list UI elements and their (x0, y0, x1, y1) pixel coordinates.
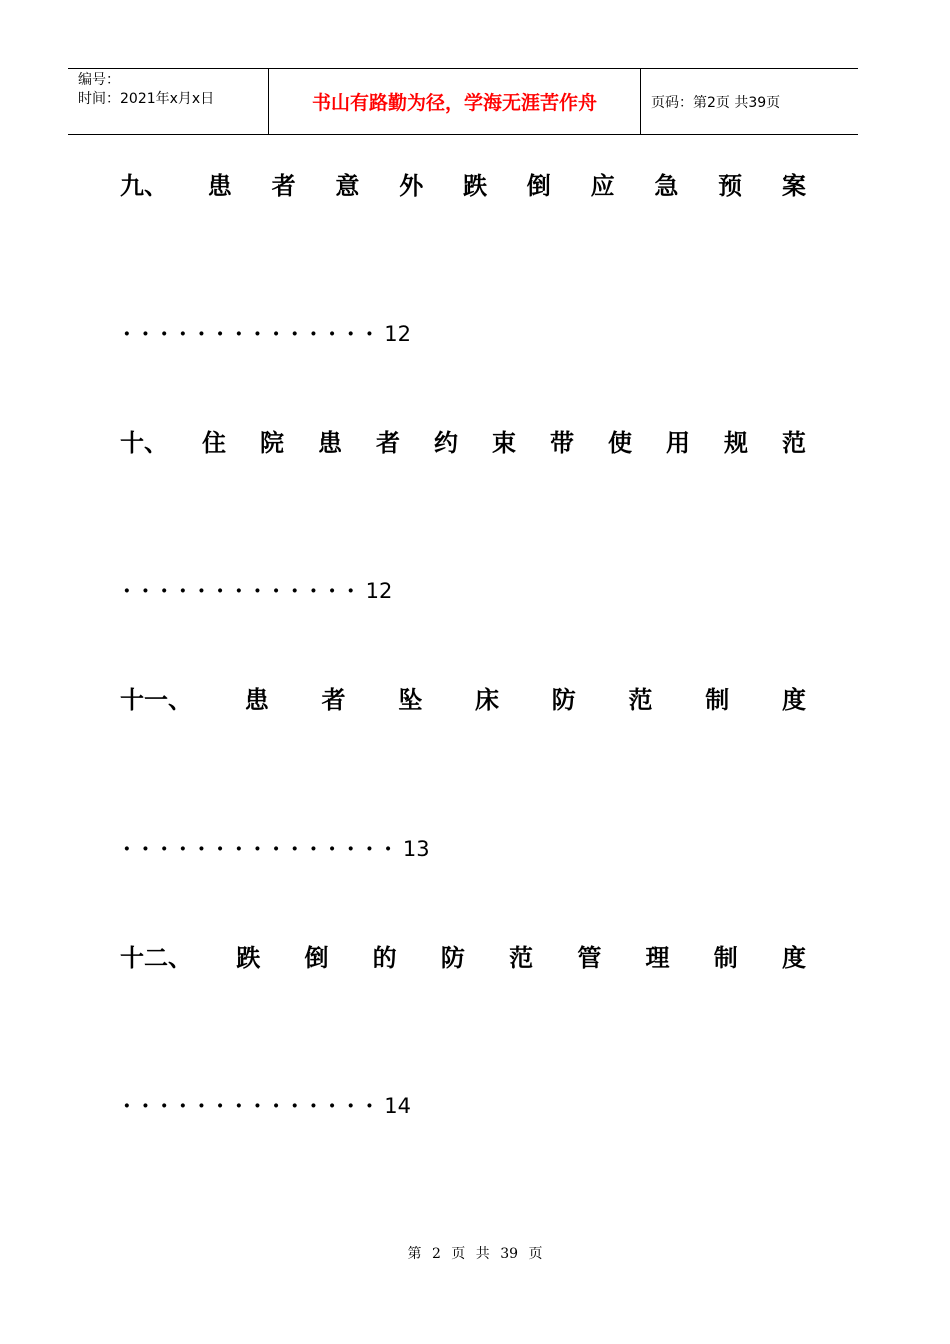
toc-char: 度 (781, 943, 806, 972)
toc-char: 急 (654, 171, 679, 200)
toc-page-number: 13 (402, 837, 430, 861)
header-page-cell (641, 69, 858, 134)
toc-char: 防 (440, 943, 465, 972)
toc-entry-prefix: 十一、 (120, 685, 192, 714)
toc-char: 者 (271, 171, 296, 200)
toc-char: 床 (475, 685, 499, 714)
toc-char: 患 (318, 428, 342, 457)
toc-char: 意 (335, 171, 360, 200)
toc-char: 规 (724, 428, 748, 457)
toc-char: 案 (781, 171, 806, 200)
toc-char: 使 (608, 428, 632, 457)
toc-char: 范 (509, 943, 534, 972)
toc-entry-leader (123, 836, 430, 863)
toc-char: 跌 (462, 171, 487, 200)
toc-entry-prefix: 十二、 (120, 943, 192, 972)
toc-char: 用 (666, 428, 690, 457)
toc-entry-leader (123, 1093, 411, 1120)
toc-entry-title (120, 428, 806, 458)
page-footer: 第 2 页 共 39 页 (407, 1246, 543, 1262)
toc-entry-prefix: 九、 (120, 171, 168, 200)
header-page-info: 页码：第2页 共39页 (651, 95, 781, 111)
toc-char: 度 (782, 685, 806, 714)
toc-page-number: 12 (365, 579, 393, 603)
toc-page-number: 12 (384, 322, 411, 346)
document-number-label: 编号： (78, 72, 120, 88)
header-motto: 书山有路勤为径，学海无涯苦作舟 (311, 92, 597, 114)
toc-char: 住 (202, 428, 226, 457)
toc-entry-title (120, 943, 806, 973)
header-motto-cell (269, 69, 641, 134)
toc-char: 坠 (398, 685, 423, 714)
toc-char: 外 (399, 171, 424, 200)
toc-char: 范 (628, 685, 653, 714)
toc-entry-leader (123, 578, 392, 605)
toc-char: 倒 (304, 943, 329, 972)
toc-char: 跌 (236, 943, 261, 972)
toc-char: 管 (577, 943, 602, 972)
toc-leader-dots: ·············· (123, 1093, 385, 1119)
toc-entry-title (120, 685, 806, 715)
document-time-label: 时间：2021年x月x日 (78, 91, 215, 107)
toc-char: 制 (713, 943, 738, 972)
toc-char: 约 (434, 428, 458, 457)
toc-char: 倒 (526, 171, 551, 200)
toc-char: 院 (260, 428, 284, 457)
toc-leader-dots: ··············· (123, 836, 403, 862)
toc-char: 制 (705, 685, 730, 714)
toc-char: 范 (782, 428, 806, 457)
toc-char: 防 (551, 685, 576, 714)
toc-entry-leader (123, 321, 411, 348)
toc-leader-dots: ············· (123, 578, 366, 604)
toc-char: 的 (372, 943, 397, 972)
header-meta-cell (68, 69, 269, 134)
toc-char: 带 (550, 428, 574, 457)
toc-char: 应 (590, 171, 615, 200)
toc-char: 患 (207, 171, 232, 200)
toc-char: 理 (645, 943, 670, 972)
toc-entry-title (120, 171, 806, 201)
toc-page-number: 14 (384, 1094, 411, 1118)
toc-entry-prefix: 十、 (120, 428, 168, 457)
toc-char: 者 (376, 428, 400, 457)
toc-char: 患 (244, 685, 269, 714)
toc-char: 者 (321, 685, 346, 714)
toc-char: 预 (718, 171, 743, 200)
toc-leader-dots: ·············· (123, 321, 385, 347)
page-header-table (68, 68, 858, 135)
toc-char: 束 (492, 428, 516, 457)
